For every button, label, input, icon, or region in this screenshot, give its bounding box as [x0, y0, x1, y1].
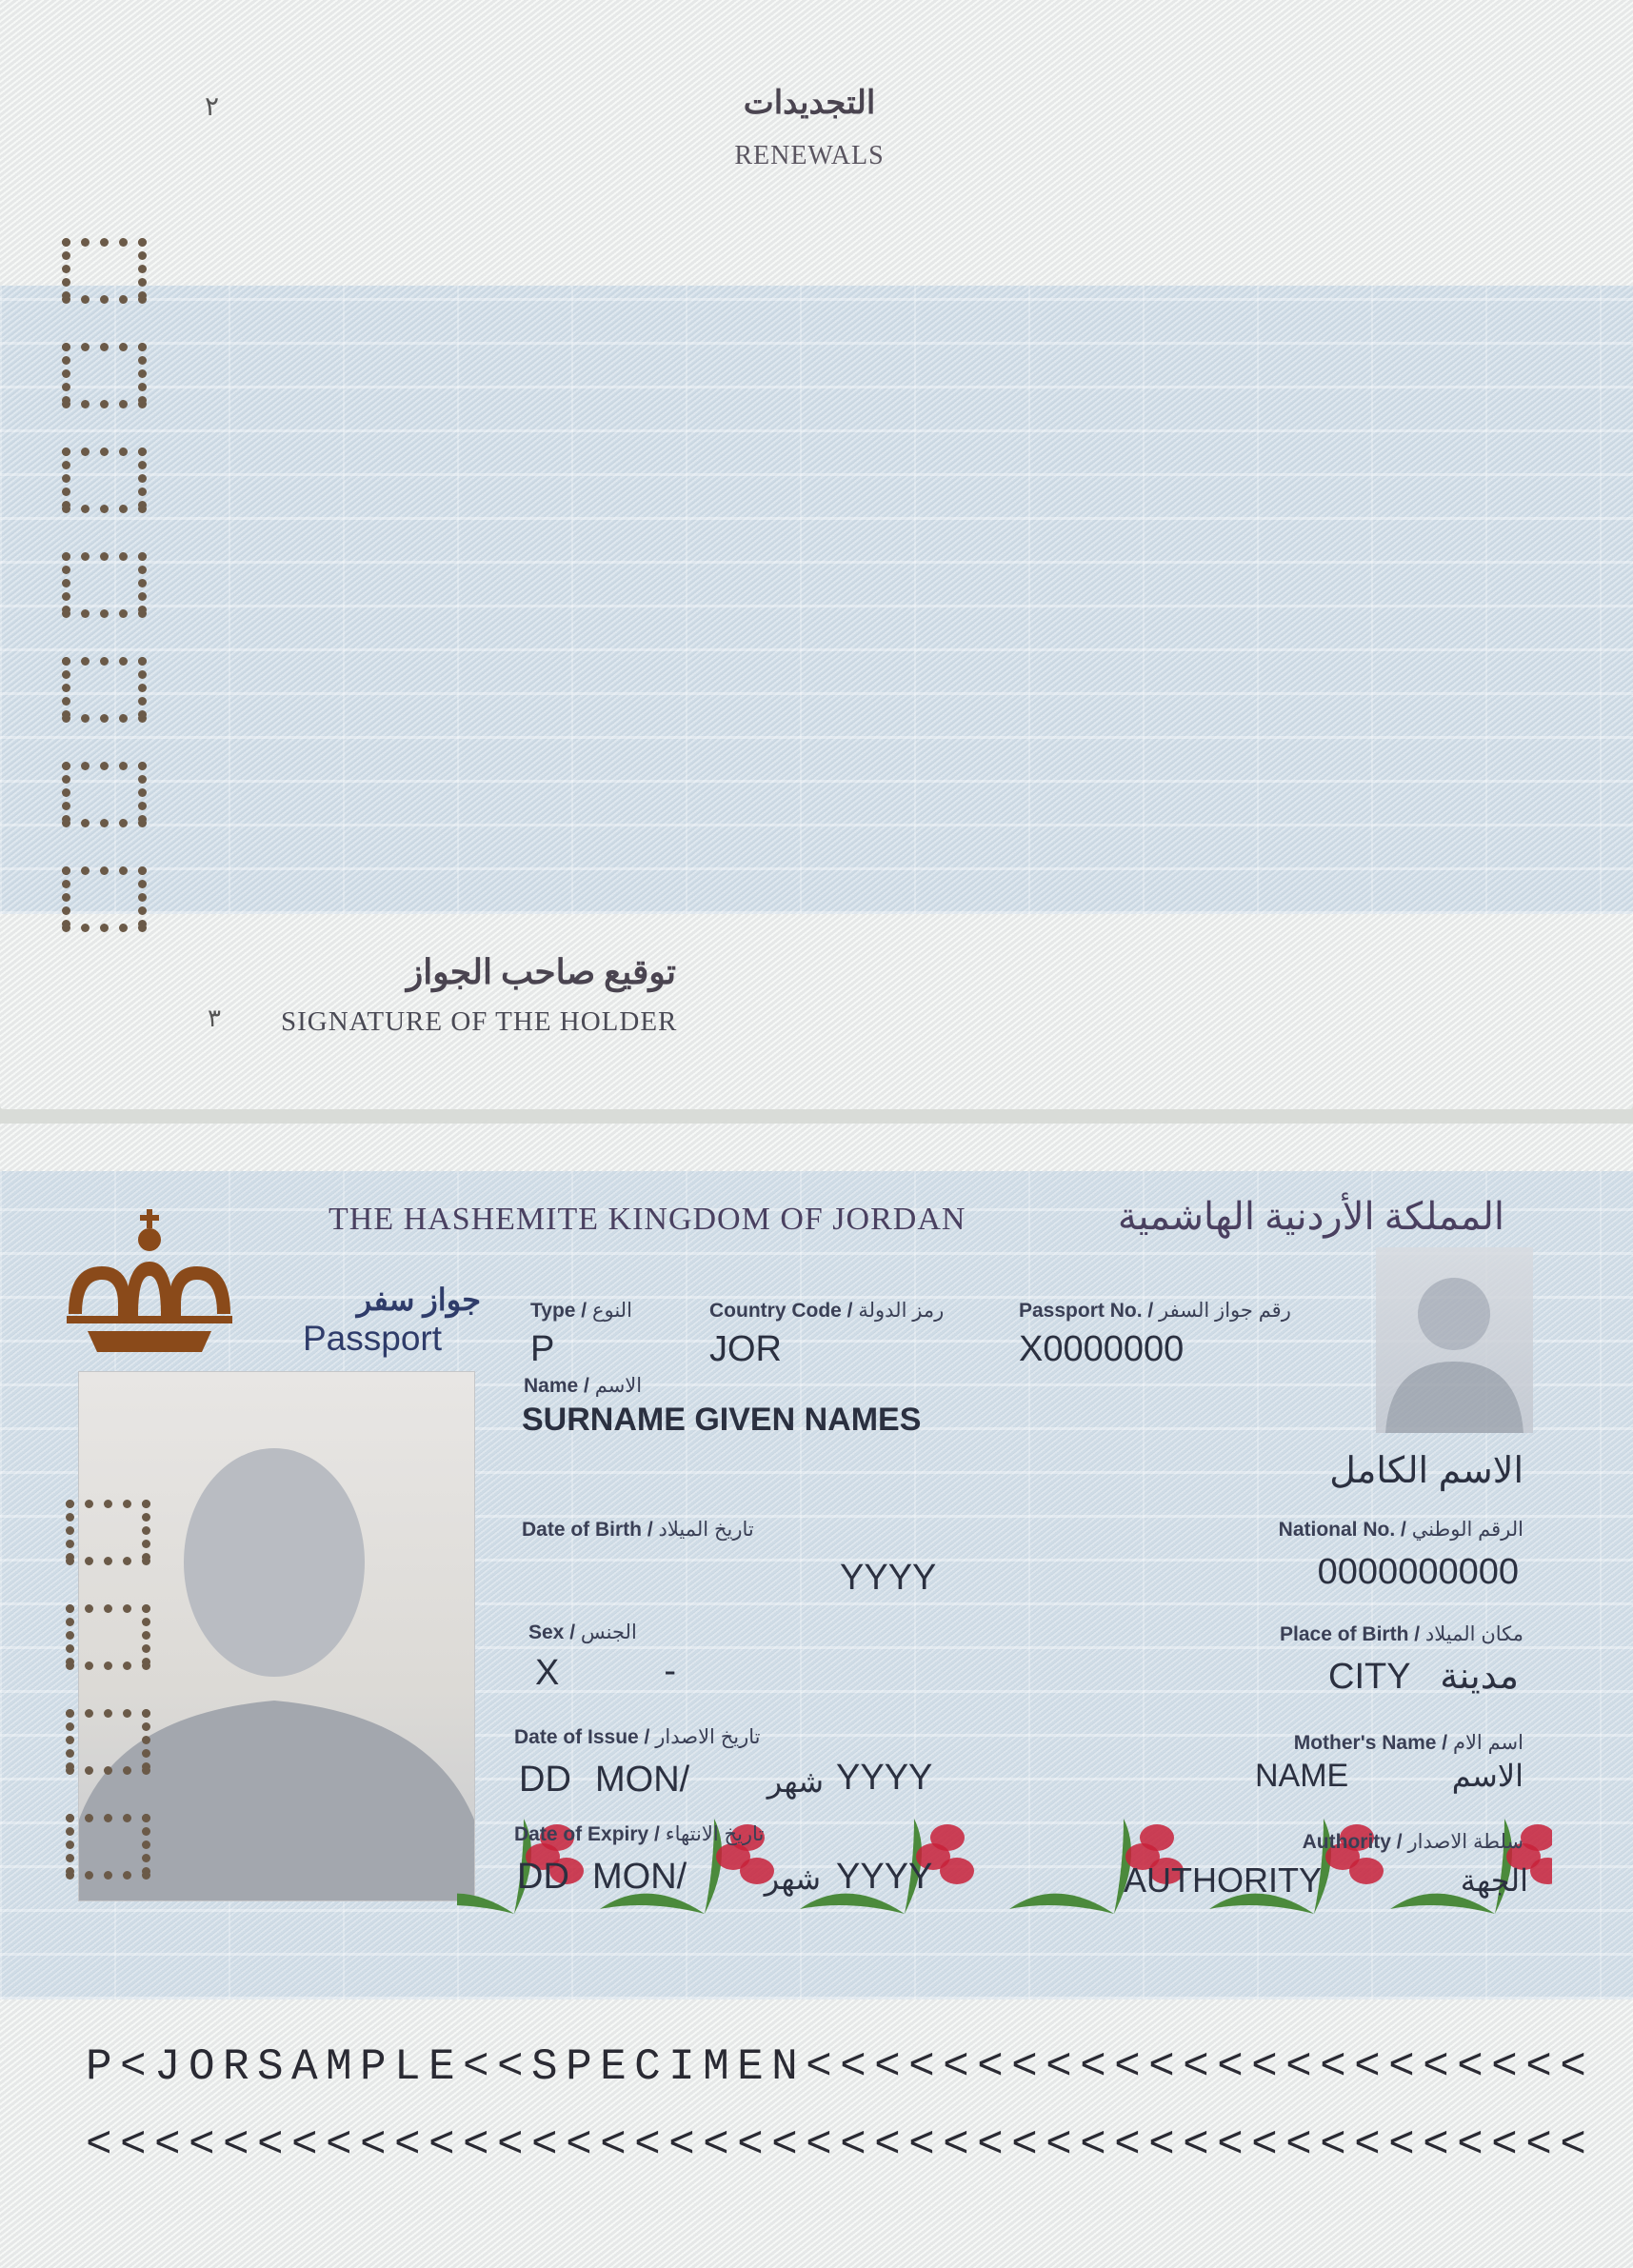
perforation-dot — [100, 295, 109, 304]
perforation-dot — [138, 880, 147, 888]
sex-value: X — [535, 1653, 560, 1693]
perforation-dot — [119, 819, 128, 827]
perforation-dot — [142, 1513, 150, 1522]
document-type: Passport — [303, 1319, 443, 1358]
perforation-dot — [142, 1540, 150, 1548]
perforation-dot — [85, 1766, 93, 1775]
sex-value-ar: - — [664, 1651, 676, 1691]
perforation-dot — [66, 1644, 74, 1653]
perforation-dot — [119, 448, 128, 456]
perforation-dot — [123, 1766, 131, 1775]
perforation-dot — [100, 609, 109, 618]
perforation-dot — [142, 1500, 150, 1508]
perforation-dot — [62, 606, 70, 614]
issue-year: YYYY — [836, 1758, 933, 1798]
perforation-dot — [119, 552, 128, 561]
perforation-dot — [66, 1749, 74, 1758]
perforation-dot — [138, 802, 147, 810]
country-name-ar: المملكة الأردنية الهاشمية — [1117, 1195, 1504, 1238]
date-of-issue-label: Date of Issue / تاريخ الاصدار — [514, 1726, 761, 1748]
perforation-dot — [66, 1867, 74, 1876]
perforation-dot — [119, 714, 128, 723]
berry-shape — [1140, 1824, 1174, 1851]
perforation-dot — [62, 552, 70, 561]
perforation-dot — [81, 609, 90, 618]
perforation-dot — [62, 474, 70, 483]
perforation-dot — [119, 657, 128, 666]
perforation-dot — [62, 238, 70, 247]
perforation-dot — [66, 1722, 74, 1731]
perforation-dot — [66, 1840, 74, 1849]
perforation-dot — [62, 893, 70, 902]
perforation-dot — [62, 343, 70, 351]
perforation-dot — [66, 1827, 74, 1836]
perforation-dot — [85, 1709, 93, 1718]
place-of-birth-label: Place of Birth / مكان الميلاد — [1280, 1623, 1523, 1645]
perforation-dot — [62, 710, 70, 719]
perforation-dot — [138, 383, 147, 391]
expiry-month: MON/ — [592, 1857, 687, 1897]
perforation-dot — [123, 1709, 131, 1718]
perforation-dot — [142, 1661, 150, 1670]
perforation-dot — [119, 295, 128, 304]
perforation-dot — [138, 356, 147, 365]
perforation-dot — [62, 265, 70, 273]
sex-label: Sex / الجنس — [528, 1621, 637, 1643]
perforation-dot — [123, 1661, 131, 1670]
perforation-dot — [138, 592, 147, 601]
perforation-dot — [119, 343, 128, 351]
perforation-dot — [100, 238, 109, 247]
perforation-dot — [62, 815, 70, 824]
perforation-dot — [142, 1618, 150, 1626]
perforation-dot — [81, 866, 90, 875]
perforation-dot — [104, 1661, 112, 1670]
perforation-dot — [138, 893, 147, 902]
name-value-ar: الاسم الكامل — [1329, 1451, 1523, 1491]
perforation-dot — [138, 343, 147, 351]
perforation-dot — [100, 657, 109, 666]
perforation-dot — [138, 906, 147, 915]
issue-month-ar: شهر — [767, 1764, 824, 1799]
perforation-dot — [66, 1500, 74, 1508]
perforation-dot — [142, 1827, 150, 1836]
perforation-dot — [81, 552, 90, 561]
perforation-dot — [62, 684, 70, 692]
perforation-dot — [62, 487, 70, 496]
perforation-dot — [62, 461, 70, 469]
date-of-expiry-label: Date of Expiry / تاريخ الانتهاء — [514, 1823, 765, 1845]
perforation-dot — [104, 1500, 112, 1508]
perforation-dot — [142, 1709, 150, 1718]
perforation-dot — [138, 609, 147, 618]
perforation-dot — [62, 356, 70, 365]
perforation-dot — [119, 400, 128, 408]
perforation-dot — [138, 369, 147, 378]
ghost-photo — [1376, 1247, 1533, 1433]
perforation-dot — [138, 866, 147, 875]
perforation-dot — [81, 295, 90, 304]
perforation-dot — [100, 552, 109, 561]
perforation-dot — [138, 775, 147, 784]
perforation-dot — [81, 762, 90, 770]
perforation-dot — [119, 866, 128, 875]
perforation-dot — [138, 670, 147, 679]
leaf-shape — [1009, 1894, 1114, 1914]
perforation-dot — [85, 1814, 93, 1822]
expiry-day: DD — [517, 1857, 569, 1897]
mrz-line-1: P<JORSAMPLE<<SPECIMEN<<<<<<<<<<<<<<<<<<<<<<< — [86, 2042, 1595, 2092]
place-of-birth-value: CITY — [1328, 1657, 1411, 1697]
mrz-line-2: <<<<<<<<<<<<<<<<<<<<<<<<<<<<<<<<<<<<<<<<<<<< — [86, 2120, 1595, 2170]
leaf-shape — [457, 1894, 514, 1914]
document-type-ar: جواز سفر — [356, 1283, 481, 1317]
renewals-page — [0, 0, 1633, 1109]
perforation-dot — [104, 1766, 112, 1775]
perforation-dot — [119, 505, 128, 513]
passport-number-label: Passport No. / رقم جواز السفر — [1019, 1300, 1291, 1322]
perforation-dot — [62, 657, 70, 666]
page-number: ٣ — [208, 1005, 221, 1032]
renewals-title-ar: التجديدات — [743, 86, 876, 121]
expiry-month-ar: شهر — [764, 1861, 821, 1896]
perforation-dot — [119, 238, 128, 247]
perforation-dot — [62, 906, 70, 915]
perforation-dot — [119, 924, 128, 932]
perforation-dot — [62, 920, 70, 928]
issue-day: DD — [519, 1760, 571, 1800]
perforation-dot — [138, 474, 147, 483]
security-pattern — [0, 286, 1633, 914]
name-label: Name / الاسم — [524, 1375, 643, 1397]
perforation-dot — [104, 1814, 112, 1822]
perforation-dot — [123, 1814, 131, 1822]
perforation-dot — [119, 609, 128, 618]
perforation-dot — [138, 295, 147, 304]
perforation-dot — [100, 400, 109, 408]
perforation-dot — [138, 505, 147, 513]
country-code-value: JOR — [709, 1329, 782, 1369]
perforation-dot — [62, 866, 70, 875]
perforation-dot — [138, 714, 147, 723]
authority-label: Authority / سلطة الاصدار — [1302, 1831, 1523, 1853]
perforation-dot — [62, 251, 70, 260]
mothers-name-label: Mother's Name / اسم الام — [1293, 1732, 1523, 1754]
perforation-dot — [104, 1557, 112, 1565]
perforation-dot — [62, 383, 70, 391]
perforation-dot — [142, 1604, 150, 1613]
signature-label: SIGNATURE OF THE HOLDER — [281, 1006, 678, 1037]
perforation-dot — [138, 762, 147, 770]
perforation-dot — [123, 1557, 131, 1565]
perforation-dot — [62, 579, 70, 587]
perforation-dot — [100, 448, 109, 456]
crown-icon — [59, 1209, 240, 1362]
perforation-dot — [142, 1644, 150, 1653]
signature-label-ar: توقيع صاحب الجواز — [406, 953, 676, 991]
perforation-dot — [62, 278, 70, 287]
perforation-dot — [66, 1513, 74, 1522]
perforation-dot — [142, 1871, 150, 1880]
perforation-dot — [81, 505, 90, 513]
perforation-dot — [81, 448, 90, 456]
perforation-dot — [81, 343, 90, 351]
perforation-dot — [138, 487, 147, 496]
authority-value-ar: الجهة — [1460, 1863, 1528, 1898]
perforation-dot — [138, 684, 147, 692]
perforation-dot — [66, 1540, 74, 1548]
perforation-dot — [142, 1736, 150, 1744]
perforation-dot — [100, 866, 109, 875]
perforation-dot — [104, 1871, 112, 1880]
perforation-dot — [81, 924, 90, 932]
perforation-dot — [81, 714, 90, 723]
perforation-dot — [62, 369, 70, 378]
perforation-dot — [138, 924, 147, 932]
perforation-dot — [62, 880, 70, 888]
issue-month: MON/ — [595, 1760, 690, 1800]
type-label: Type / النوع — [530, 1300, 632, 1322]
national-number-value: 0000000000 — [1317, 1552, 1519, 1592]
perforation-dot — [85, 1500, 93, 1508]
perforation-dot — [66, 1604, 74, 1613]
perforation-dot — [123, 1604, 131, 1613]
type-value: P — [530, 1329, 555, 1369]
perforation-dot — [66, 1709, 74, 1718]
perforation-dot — [62, 697, 70, 706]
perforation-dot — [62, 396, 70, 405]
perforation-dot — [100, 924, 109, 932]
mothers-name-value: NAME — [1255, 1758, 1349, 1794]
perforation-dot — [138, 238, 147, 247]
perforation-dot — [81, 400, 90, 408]
perforation-dot — [66, 1553, 74, 1562]
perforation-dot — [81, 657, 90, 666]
perforation-dot — [138, 461, 147, 469]
perforation-dot — [138, 400, 147, 408]
perforation-dot — [66, 1762, 74, 1771]
perforation-dot — [138, 265, 147, 273]
perforation-dot — [138, 278, 147, 287]
perforation-dot — [62, 762, 70, 770]
country-code-label: Country Code / رمز الدولة — [709, 1300, 945, 1322]
perforation-dot — [142, 1840, 150, 1849]
perforation-dot — [66, 1658, 74, 1666]
berry-shape — [930, 1824, 965, 1851]
perforation-dot — [66, 1814, 74, 1822]
perforation-marks — [57, 238, 162, 924]
perforation-dot — [62, 448, 70, 456]
perforation-dot — [62, 291, 70, 300]
perforation-dot — [85, 1661, 93, 1670]
perforation-dot — [62, 592, 70, 601]
authority-value: AUTHORITY — [1124, 1860, 1323, 1900]
perforation-dot — [138, 251, 147, 260]
place-of-birth-value-ar: مدينة — [1440, 1657, 1519, 1697]
mothers-name-value-ar: الاسم — [1451, 1759, 1523, 1793]
perforation-dot — [142, 1526, 150, 1535]
perforation-dot — [138, 657, 147, 666]
perforation-dot — [81, 819, 90, 827]
perforation-dot — [142, 1766, 150, 1775]
perforation-dot — [123, 1500, 131, 1508]
perforation-dot — [66, 1736, 74, 1744]
berry-shape — [940, 1858, 974, 1884]
perforation-dot — [138, 697, 147, 706]
national-number-label: National No. / الرقم الوطني — [1278, 1519, 1523, 1541]
perforation-dot — [138, 448, 147, 456]
perforation-dot — [100, 762, 109, 770]
perforation-dot — [142, 1749, 150, 1758]
perforation-dot — [142, 1814, 150, 1822]
perforation-dot — [142, 1631, 150, 1640]
name-value: SURNAME GIVEN NAMES — [522, 1402, 922, 1438]
perforation-dot — [100, 505, 109, 513]
date-of-birth-value: YYYY — [840, 1558, 937, 1598]
perforation-dot — [85, 1557, 93, 1565]
perforation-dot — [104, 1709, 112, 1718]
perforation-dot — [62, 670, 70, 679]
perforation-dot — [85, 1604, 93, 1613]
perforation-dot — [81, 238, 90, 247]
renewals-title: RENEWALS — [734, 141, 885, 170]
perforation-dot — [66, 1854, 74, 1862]
date-of-birth-label: Date of Birth / تاريخ الميلاد — [522, 1519, 754, 1541]
perforation-dot — [66, 1631, 74, 1640]
perforation-dot — [142, 1722, 150, 1731]
perforation-dot — [119, 762, 128, 770]
perforation-dot — [62, 775, 70, 784]
perforation-dot — [123, 1871, 131, 1880]
country-name: THE HASHEMITE KINGDOM OF JORDAN — [329, 1202, 966, 1237]
perforation-dot — [104, 1604, 112, 1613]
perforation-marks — [61, 1500, 166, 1947]
perforation-dot — [100, 343, 109, 351]
perforation-dot — [62, 501, 70, 509]
expiry-year: YYYY — [836, 1857, 933, 1897]
perforation-dot — [142, 1557, 150, 1565]
perforation-dot — [62, 788, 70, 797]
perforation-dot — [100, 819, 109, 827]
passport-number-value: X0000000 — [1019, 1329, 1185, 1369]
page-number: ٢ — [205, 92, 220, 122]
perforation-dot — [142, 1854, 150, 1862]
perforation-dot — [66, 1526, 74, 1535]
perforation-dot — [62, 802, 70, 810]
perforation-dot — [138, 566, 147, 574]
perforation-dot — [138, 579, 147, 587]
perforation-dot — [138, 819, 147, 827]
perforation-dot — [100, 714, 109, 723]
perforation-dot — [138, 552, 147, 561]
perforation-dot — [138, 788, 147, 797]
perforation-dot — [85, 1871, 93, 1880]
perforation-dot — [66, 1618, 74, 1626]
perforation-dot — [62, 566, 70, 574]
